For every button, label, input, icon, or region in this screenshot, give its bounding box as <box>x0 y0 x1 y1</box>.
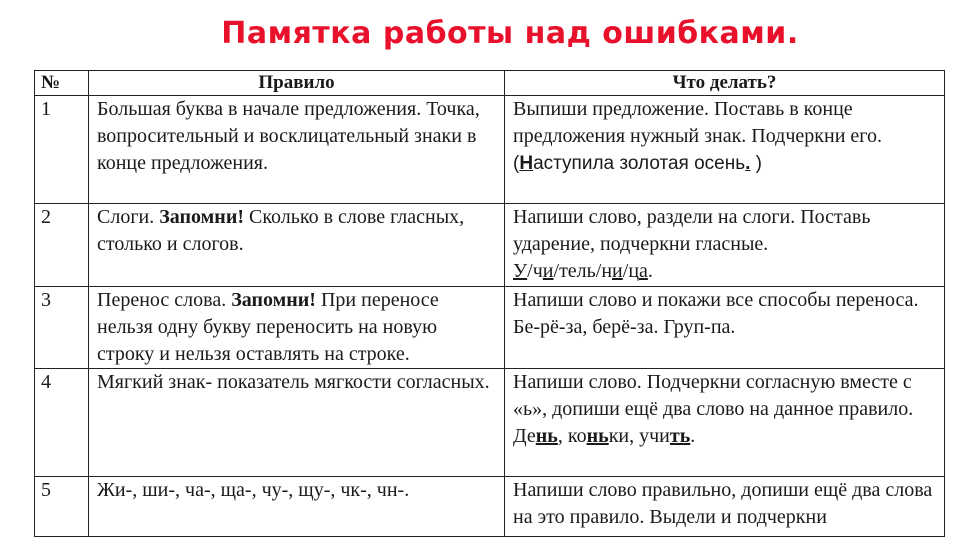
todo-cell <box>505 204 945 287</box>
rule-cell: Перенос слова. Запомни! При переносе нельзя одну букву переносить на новую строку и нельзя оставлять на строке. <box>89 287 505 369</box>
rules-table <box>34 70 945 537</box>
rule-cell: Жи-, ши-, ча-, ща-, чу-, щу-, чк-, чн-. <box>89 477 505 537</box>
todo-cell: Напиши слово правильно, допиши ещё два слова на это правило. Выдели и подчеркни <box>505 477 945 537</box>
row-number: 2 <box>35 204 89 287</box>
todo-cell <box>505 287 945 369</box>
rule-cell: Большая буква в начале предложения. Точка, вопросительный и восклицательный знаки в конце предложения. <box>89 96 505 204</box>
rule-cell: Слоги. Запомни! Сколько в слове гласных, столько и слогов. <box>89 204 505 287</box>
table-row <box>35 477 945 537</box>
remember-label: Запомни! <box>231 289 316 311</box>
header-todo: Что делать? <box>505 71 945 96</box>
row-number: 5 <box>35 477 89 537</box>
todo-cell <box>505 369 945 477</box>
row-number: 4 <box>35 369 89 477</box>
rule-cell: Мягкий знак- показатель мягкости согласных. <box>89 369 505 477</box>
header-number: № <box>35 71 89 96</box>
todo-text: Напиши слово. Подчеркни согласную вместе с «ь», допиши ещё два слово на данное правило. <box>513 371 914 420</box>
todo-text: Напиши слово и покажи все способы переноса. <box>513 289 919 311</box>
row-number: 1 <box>35 96 89 204</box>
end-mark: . <box>745 153 751 174</box>
table-row <box>35 287 945 369</box>
todo-cell <box>505 96 945 204</box>
table-row <box>35 204 945 287</box>
header-rule: Правило <box>89 71 505 96</box>
example-line: Бе-рё-за, берё-за. Груп-па. <box>513 316 736 338</box>
table-header-row <box>35 71 945 96</box>
todo-text: Выпиши предложение. Поставь в конце предложения нужный знак. Подчеркни его. <box>513 98 882 147</box>
row-number: 3 <box>35 287 89 369</box>
table-row <box>35 96 945 204</box>
remember-label: Запомни! <box>159 206 244 228</box>
example-line: (Наступила золотая осень. ) <box>513 153 763 174</box>
example-line: День, коньки, учить. <box>513 425 696 447</box>
capital-letter: Н <box>519 153 534 174</box>
todo-text: Напиши слово, раздели на слоги. Поставь ударение, подчеркни гласные. <box>513 206 871 255</box>
table-row <box>35 369 945 477</box>
page-title: Памятка работы над ошибками. <box>221 16 799 51</box>
example-line: У/чи/тель/ни/ца. <box>513 260 653 282</box>
